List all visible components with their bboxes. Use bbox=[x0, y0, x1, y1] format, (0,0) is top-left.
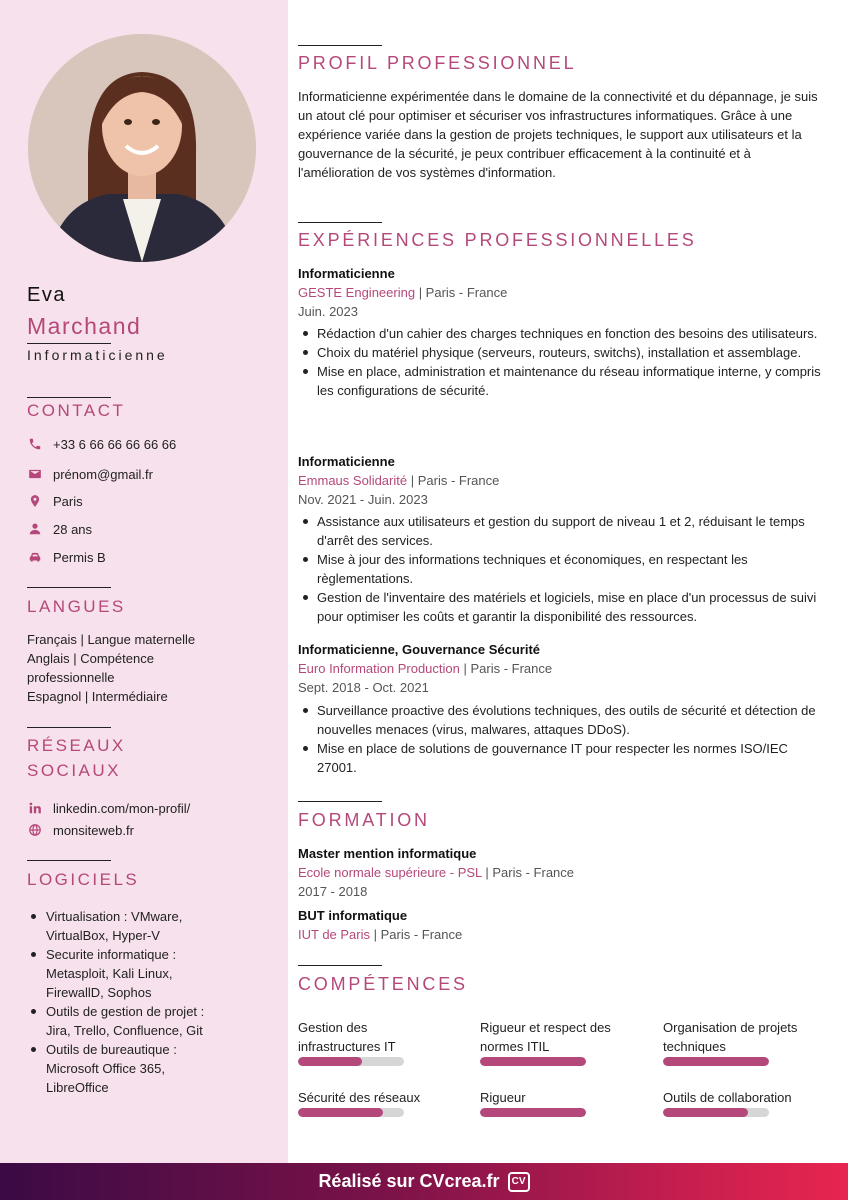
degree-title: Master mention informatique bbox=[298, 846, 477, 861]
company-name: Euro Information Production bbox=[298, 661, 460, 676]
contact-city bbox=[27, 491, 83, 511]
experience-heading: EXPÉRIENCES PROFESSIONNELLES bbox=[298, 230, 697, 250]
skills-heading: COMPÉTENCES bbox=[298, 974, 468, 994]
school-name: IUT de Paris bbox=[298, 927, 371, 942]
linkedin-link[interactable]: linkedin.com/mon-profil/ bbox=[53, 800, 191, 816]
job-title: Informaticienne bbox=[298, 266, 395, 281]
person-icon bbox=[27, 521, 43, 537]
skills-divider bbox=[298, 965, 382, 966]
skill-bar bbox=[480, 1108, 586, 1117]
footer-text[interactable]: Réalisé sur CVcrea.fr bbox=[318, 1171, 500, 1191]
languages-divider bbox=[27, 587, 111, 588]
name-divider bbox=[27, 343, 111, 344]
social-heading-line2: SOCIAUX bbox=[27, 761, 122, 780]
job-bullet: Gestion de l'inventaire des matériels et logiciels, mise en place d'un processus de suivi pour optimiser les coûts et garantir la disponibilité des ressources. bbox=[298, 588, 828, 626]
job-company-line bbox=[298, 659, 552, 678]
last-name: Marchand bbox=[27, 313, 142, 339]
skill-item bbox=[298, 1088, 468, 1107]
skill-label: Outils de collaboration bbox=[663, 1090, 792, 1105]
job-bullets bbox=[298, 324, 828, 400]
job-bullet: Surveillance proactive des évolutions techniques, des outils de sécurité et détection de nouvelles menaces (virus, malwares, attaques DDoS). bbox=[298, 701, 828, 739]
education-heading: FORMATION bbox=[298, 810, 430, 830]
linkedin-icon bbox=[27, 800, 43, 816]
skill-bar bbox=[480, 1057, 586, 1066]
software-item: Securite informatique : Metasploit, Kali Linux, FirewallD, Sophos bbox=[27, 945, 207, 1002]
job-bullet: Rédaction d'un cahier des charges techniques en fonction des besoins des utilisateurs. bbox=[298, 324, 828, 343]
job-bullet: Mise en place, administration et maintenance du réseau informatique interne, y compris les configurations de sécurité. bbox=[298, 362, 828, 400]
software-item: Virtualisation : VMware, VirtualBox, Hyper-V bbox=[27, 907, 207, 945]
skill-bar-fill bbox=[663, 1057, 769, 1066]
job-bullets bbox=[298, 701, 828, 777]
profile-photo bbox=[28, 34, 256, 262]
skill-bar-fill bbox=[480, 1057, 586, 1066]
profile-text: Informaticienne expérimentée dans le domaine de la connectivité et du dépannage, je suis un atout clé pour optimiser et sécuriser vos infrastructures informatiques. Grâce à une expérience variée dans la gestion de projets techniques, le support aux utilisateurs et la gouvernance de la sécurité, je peux contribuer efficacement à la continuité et à l'amélioration de vos systèmes d'information. bbox=[298, 89, 818, 180]
contact-license-text: Permis B bbox=[53, 549, 106, 565]
skill-bar bbox=[663, 1057, 769, 1066]
software-item: Outils de bureautique : Microsoft Office 365, LibreOffice bbox=[27, 1040, 207, 1097]
skill-bar-fill bbox=[298, 1108, 383, 1117]
job-location: | Paris - France bbox=[407, 473, 500, 488]
company-name: GESTE Engineering bbox=[298, 285, 416, 300]
company-name: Emmaus Solidarité bbox=[298, 473, 408, 488]
social-heading-line1: RÉSEAUX bbox=[27, 736, 126, 755]
phone-icon bbox=[27, 436, 43, 452]
skill-item bbox=[480, 1088, 640, 1107]
job-title: Informaticienne bbox=[27, 347, 168, 363]
skill-bar bbox=[298, 1057, 404, 1066]
contact-license bbox=[27, 547, 106, 567]
skill-bar-fill bbox=[298, 1057, 362, 1066]
job-date: Nov. 2021 - Juin. 2023 bbox=[298, 492, 428, 507]
skill-label: Gestion des infrastructures IT bbox=[298, 1020, 396, 1054]
job-bullets bbox=[298, 512, 828, 626]
contact-age bbox=[27, 519, 92, 539]
software-heading: LOGICIELS bbox=[27, 870, 140, 889]
skill-item bbox=[480, 1018, 640, 1056]
school-location: | Paris - France bbox=[481, 865, 575, 880]
languages-heading: LANGUES bbox=[27, 597, 126, 616]
skill-bar-fill bbox=[663, 1108, 748, 1117]
skill-item bbox=[663, 1088, 833, 1107]
job-company-line bbox=[298, 283, 507, 302]
degree-date: 2017 - 2018 bbox=[298, 884, 368, 899]
language-item: Espagnol | Intermédiaire bbox=[27, 689, 168, 704]
mail-icon bbox=[27, 466, 43, 482]
skill-bar bbox=[663, 1108, 769, 1117]
skill-item bbox=[663, 1018, 823, 1056]
school-name: Ecole normale supérieure - PSL bbox=[298, 865, 482, 880]
first-name: Eva bbox=[27, 284, 66, 306]
location-pin-icon bbox=[27, 493, 43, 509]
job-bullet: Mise en place de solutions de gouvernance IT pour respecter les normes ISO/IEC 27001. bbox=[298, 739, 828, 777]
skill-label: Organisation de projets techniques bbox=[663, 1020, 798, 1054]
software-divider bbox=[27, 860, 111, 861]
contact-email-text: prénom@gmail.fr bbox=[53, 466, 153, 482]
contact-phone-text: +33 6 66 66 66 66 66 bbox=[53, 436, 177, 452]
social-website[interactable] bbox=[27, 820, 134, 840]
job-company-line bbox=[298, 471, 499, 490]
languages-list bbox=[27, 630, 277, 706]
degree-title: BUT informatique bbox=[298, 908, 408, 923]
car-icon bbox=[27, 549, 43, 565]
job-date: Juin. 2023 bbox=[298, 304, 358, 319]
contact-heading: CONTACT bbox=[27, 401, 126, 420]
skill-bar bbox=[298, 1108, 404, 1117]
skill-label: Rigueur et respect des normes ITIL bbox=[480, 1020, 611, 1054]
software-item: Outils de gestion de projet : Jira, Trello, Confluence, Git bbox=[27, 1002, 227, 1040]
job-title: Informaticienne bbox=[298, 454, 395, 469]
job-location: | Paris - France bbox=[415, 285, 508, 300]
software-list bbox=[27, 907, 277, 1097]
school-location: | Paris - France bbox=[370, 927, 463, 942]
job-title: Informaticienne, Gouvernance Sécurité bbox=[298, 642, 541, 657]
cv-logo-icon: CV bbox=[508, 1172, 530, 1192]
profile-heading: PROFIL PROFESSIONNEL bbox=[298, 53, 577, 73]
language-item: Français | Langue maternelle bbox=[27, 632, 196, 647]
website-link[interactable]: monsiteweb.fr bbox=[53, 822, 134, 838]
profile-divider bbox=[298, 45, 382, 46]
school-line bbox=[298, 925, 462, 944]
contact-city-text: Paris bbox=[53, 493, 83, 509]
school-line bbox=[298, 863, 574, 882]
social-divider bbox=[27, 727, 111, 728]
language-item: Anglais | Compétence professionnelle bbox=[27, 651, 154, 685]
skill-item bbox=[298, 1018, 448, 1056]
social-linkedin[interactable] bbox=[27, 798, 190, 818]
skill-label: Rigueur bbox=[480, 1090, 526, 1105]
footer-banner[interactable] bbox=[0, 1163, 848, 1200]
skill-bar-fill bbox=[480, 1108, 586, 1117]
job-date: Sept. 2018 - Oct. 2021 bbox=[298, 680, 429, 695]
contact-age-text: 28 ans bbox=[53, 521, 93, 537]
education-divider bbox=[298, 801, 382, 802]
job-bullet: Choix du matériel physique (serveurs, routeurs, switchs), installation et assemblage. bbox=[298, 343, 828, 362]
job-location: | Paris - France bbox=[459, 661, 553, 676]
job-bullet: Assistance aux utilisateurs et gestion du support de niveau 1 et 2, réduisant le temps d'arrêt des services. bbox=[298, 512, 828, 550]
job-bullet: Mise à jour des informations techniques et économiques, en respectant les règlementations. bbox=[298, 550, 828, 588]
skill-label: Sécurité des réseaux bbox=[298, 1090, 421, 1105]
experience-divider bbox=[298, 222, 382, 223]
globe-icon bbox=[27, 822, 43, 838]
contact-email bbox=[27, 464, 153, 484]
contact-phone bbox=[27, 434, 176, 454]
